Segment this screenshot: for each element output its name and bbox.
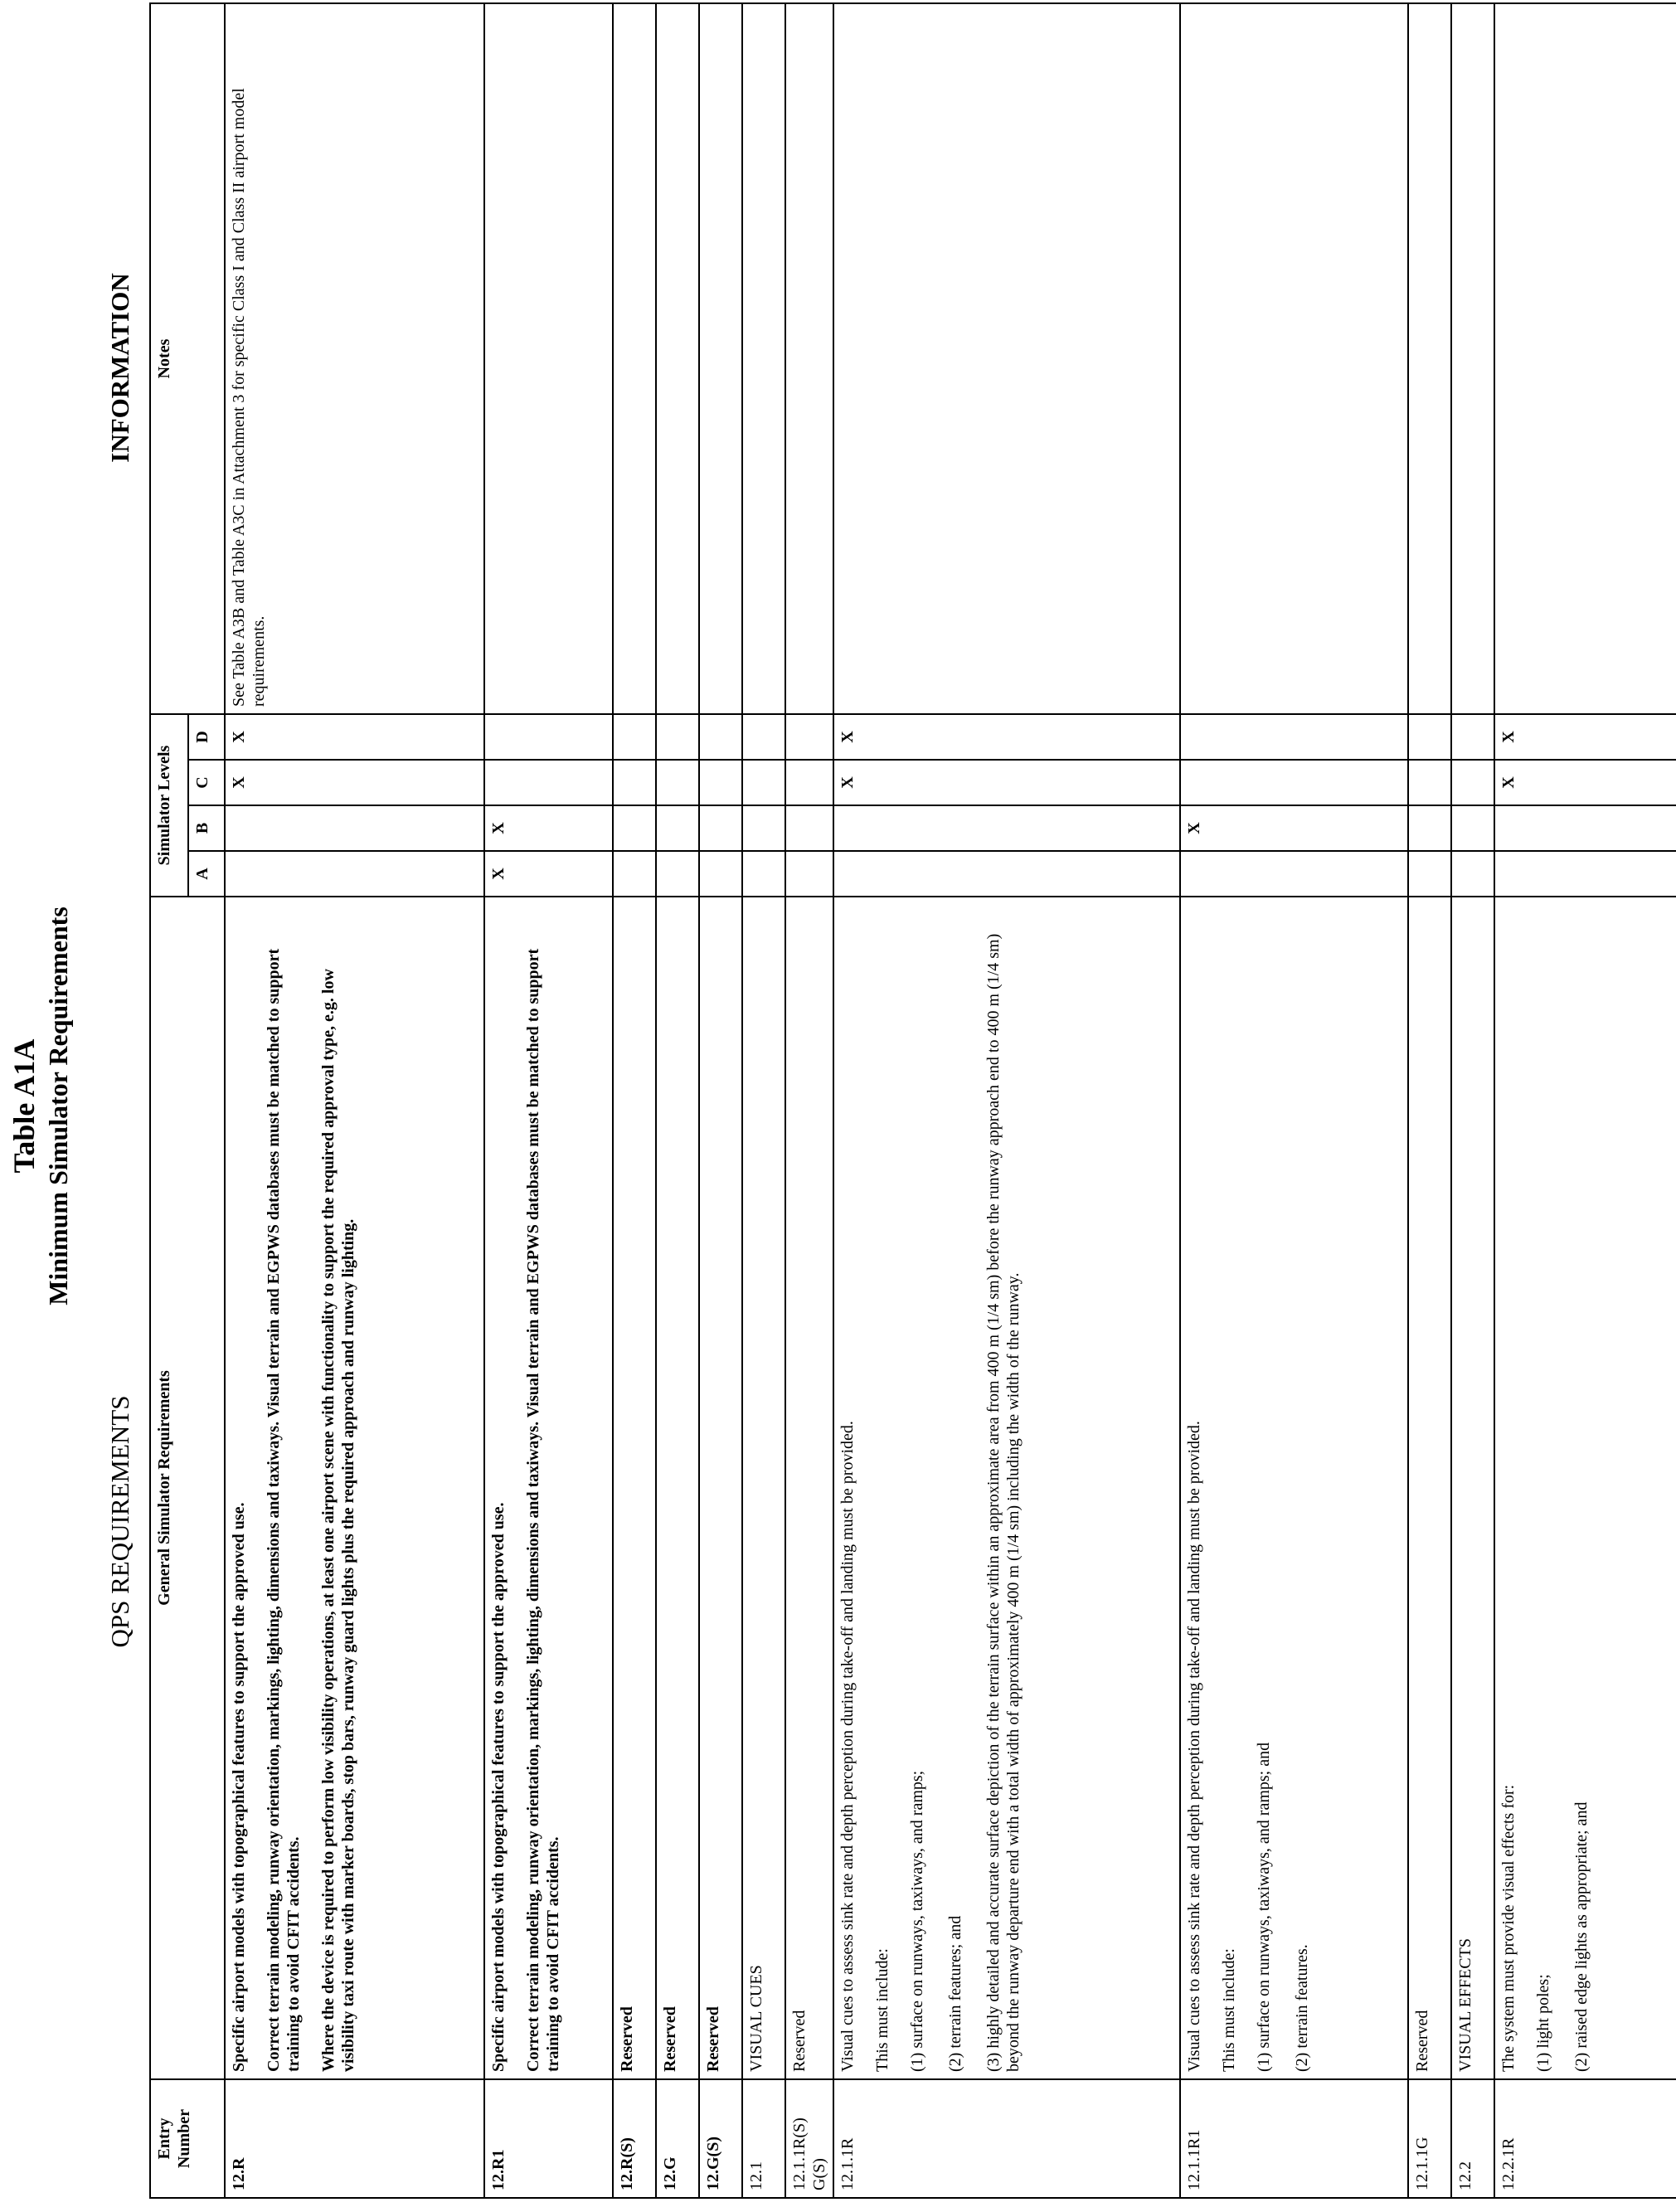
requirement-paragraph: VISUAL CUES	[747, 1965, 765, 2072]
simulator-levels-header: Simulator Levels	[150, 714, 188, 897]
information-heading: INFORMATION	[91, 12, 151, 723]
level-a-mark	[1408, 851, 1451, 897]
requirement-item: (2) terrain features.	[1293, 1944, 1311, 2072]
requirement-paragraph: Reserved	[1413, 2010, 1431, 2072]
level-d-mark: X	[833, 714, 1180, 760]
requirement-text	[699, 897, 742, 2079]
entry-number: 12.1.1R(S) G(S)	[785, 2079, 833, 2198]
level-c-mark	[785, 760, 833, 805]
notes-cell	[699, 3, 742, 714]
level-b-mark	[656, 805, 699, 851]
level-c-mark: X	[225, 760, 484, 805]
requirement-paragraph: VISUAL EFFECTS	[1456, 1938, 1474, 2072]
requirement-paragraph: This must include:	[1220, 1948, 1238, 2072]
level-a-mark	[785, 851, 833, 897]
level-b-mark: X	[484, 805, 613, 851]
level-d-mark	[742, 714, 785, 760]
table-row	[1408, 3, 1451, 2198]
notes-cell	[1408, 3, 1451, 714]
level-d-mark	[656, 714, 699, 760]
notes-cell	[833, 3, 1180, 714]
requirement-paragraph: Visual cues to assess sink rate and depth perception during take-off and landing must be provided.	[838, 1421, 857, 2072]
entry-number: 12.2.1R	[1494, 2079, 1676, 2198]
table-row	[699, 3, 742, 2198]
notes-cell	[785, 3, 833, 714]
level-b-mark	[742, 805, 785, 851]
notes-cell	[1180, 3, 1408, 714]
requirement-text	[833, 897, 1180, 2079]
entry-number: 12.R1	[484, 2079, 613, 2198]
level-d-mark	[1408, 714, 1451, 760]
level-b-mark: X	[1180, 805, 1408, 851]
level-b-mark	[699, 805, 742, 851]
requirement-text	[742, 897, 785, 2079]
table-row	[1180, 3, 1408, 2198]
level-c-mark	[699, 760, 742, 805]
level-a-mark	[1180, 851, 1408, 897]
requirement-paragraph: The system must provide visual effects for:	[1499, 1784, 1518, 2072]
entry-number: 12.2	[1451, 2079, 1494, 2198]
level-a-mark	[699, 851, 742, 897]
requirement-item: (1) surface on runways, taxiways, and ramps;	[908, 1770, 926, 2072]
requirement-paragraph: Reserved	[704, 2006, 722, 2072]
requirement-paragraph: Visual cues to assess sink rate and depth perception during take-off and landing must be provided.	[1185, 1421, 1203, 2072]
level-b-mark	[1408, 805, 1451, 851]
level-c-mark	[742, 760, 785, 805]
table-row	[484, 3, 613, 2198]
level-d-mark: X	[225, 714, 484, 760]
level-b-mark	[225, 805, 484, 851]
requirement-text	[1408, 897, 1451, 2079]
table-row	[656, 3, 699, 2198]
level-a-mark: X	[484, 851, 613, 897]
level-b-mark	[1451, 805, 1494, 851]
level-d-header: D	[188, 714, 225, 760]
requirement-paragraph: Correct terrain modeling, runway orientation, markings, lighting, dimensions and taxiways. Visual terrain and EGPWS databases must be matched to support training to avoid CFIT accidents.	[265, 948, 303, 2072]
level-d-mark	[613, 714, 656, 760]
level-c-mark	[613, 760, 656, 805]
entry-number: 12.1	[742, 2079, 785, 2198]
table-row	[613, 3, 656, 2198]
level-c-mark	[1408, 760, 1451, 805]
level-a-mark	[225, 851, 484, 897]
level-a-mark	[1494, 851, 1676, 897]
entry-number: 12.1.1G	[1408, 2079, 1451, 2198]
table-row	[225, 3, 484, 2198]
entry-number: 12.R(S)	[613, 2079, 656, 2198]
notes-cell	[656, 3, 699, 714]
requirement-text	[484, 897, 613, 2079]
table-row	[1494, 3, 1676, 2198]
level-c-mark: X	[833, 760, 1180, 805]
level-b-mark	[1494, 805, 1676, 851]
table-row	[785, 3, 833, 2198]
level-d-mark	[699, 714, 742, 760]
requirement-paragraph: Reserved	[618, 2006, 636, 2072]
requirement-paragraph: Correct terrain modeling, runway orientation, markings, lighting, dimensions and taxiways. Visual terrain and EGPWS databases must be matched to support training to avoid CFIT accidents.	[524, 948, 562, 2072]
notes-cell	[742, 3, 785, 714]
notes-cell	[613, 3, 656, 714]
entry-number: 12.1.1R1	[1180, 2079, 1408, 2198]
level-a-mark	[1451, 851, 1494, 897]
requirement-text	[656, 897, 699, 2079]
requirement-item: (3) highly detailed and accurate surface depiction of the terrain surface within an approximate area from 400 m (1/4 sm) before the runway approach end to 400 m (1/4 sm) beyond the runway departure end with a total width of approximately 400 m (1/4 sm) including the width of the runway.	[984, 933, 1023, 2072]
notes-cell	[484, 3, 613, 714]
level-b-header: B	[188, 805, 225, 851]
table-row	[1451, 3, 1494, 2198]
requirement-item: (2) raised edge lights as appropriate; and	[1572, 1801, 1591, 2072]
level-a-mark	[656, 851, 699, 897]
table-body	[225, 3, 1676, 2198]
notes-header: Notes	[150, 3, 225, 714]
entry-number: 12.R	[225, 2079, 484, 2198]
requirement-paragraph: This must include:	[873, 1948, 891, 2072]
level-d-mark	[785, 714, 833, 760]
requirement-text	[1451, 897, 1494, 2079]
requirement-paragraph: Reserved	[661, 2006, 679, 2072]
level-c-mark	[484, 760, 613, 805]
requirements-table	[149, 2, 1676, 2199]
level-c-header: C	[188, 760, 225, 805]
requirement-text	[1494, 897, 1676, 2079]
requirement-paragraph: Reserved	[790, 2010, 809, 2072]
notes-cell	[1494, 3, 1676, 714]
table-subtitle: Minimum Simulator Requirements	[43, 907, 73, 1305]
entry-number: 12.G	[656, 2079, 699, 2198]
notes-cell	[1451, 3, 1494, 714]
requirement-text	[225, 897, 484, 2079]
requirement-item: (1) light poles;	[1534, 1974, 1552, 2072]
level-c-mark	[656, 760, 699, 805]
table-row	[742, 3, 785, 2198]
notes-cell: See Table A3B and Table A3C in Attachment 3 for specific Class I and Class II airport model requirements.	[225, 3, 484, 714]
level-a-header: A	[188, 851, 225, 897]
level-c-mark: X	[1494, 760, 1676, 805]
level-a-mark	[613, 851, 656, 897]
entry-number-header: Entry Number	[150, 2079, 225, 2198]
requirement-item: (1) surface on runways, taxiways, and ramps; and	[1255, 1742, 1273, 2072]
level-d-mark	[484, 714, 613, 760]
requirement-paragraph: Specific airport models with topographical features to support the approved use.	[489, 1502, 508, 2072]
level-a-mark	[742, 851, 785, 897]
requirement-paragraph: Specific airport models with topographical features to support the approved use.	[230, 1502, 248, 2072]
level-d-mark	[1451, 714, 1494, 760]
level-a-mark	[833, 851, 1180, 897]
level-b-mark	[613, 805, 656, 851]
table-row	[833, 3, 1180, 2198]
level-b-mark	[833, 805, 1180, 851]
qps-requirements-heading: QPS REQUIREMENTS	[91, 897, 151, 2146]
requirement-item: (2) terrain features; and	[946, 1915, 964, 2072]
level-d-mark	[1180, 714, 1408, 760]
requirement-paragraph: Where the device is required to perform low visibility operations, at least one airport scene with functionality to support the required approval type, e.g. low visibility taxi route with marker boards, stop bars, runway guard lights plus the required approach and runway lighting.	[319, 969, 357, 2072]
table-title: Table A1A	[7, 1038, 41, 1174]
general-requirements-header: General Simulator Requirements	[150, 897, 225, 2079]
level-c-mark	[1451, 760, 1494, 805]
level-c-mark	[1180, 760, 1408, 805]
requirement-text	[1180, 897, 1408, 2079]
requirement-text	[785, 897, 833, 2079]
entry-number: 12.G(S)	[699, 2079, 742, 2198]
level-d-mark: X	[1494, 714, 1676, 760]
entry-number: 12.1.1R	[833, 2079, 1180, 2198]
level-b-mark	[785, 805, 833, 851]
requirement-text	[613, 897, 656, 2079]
